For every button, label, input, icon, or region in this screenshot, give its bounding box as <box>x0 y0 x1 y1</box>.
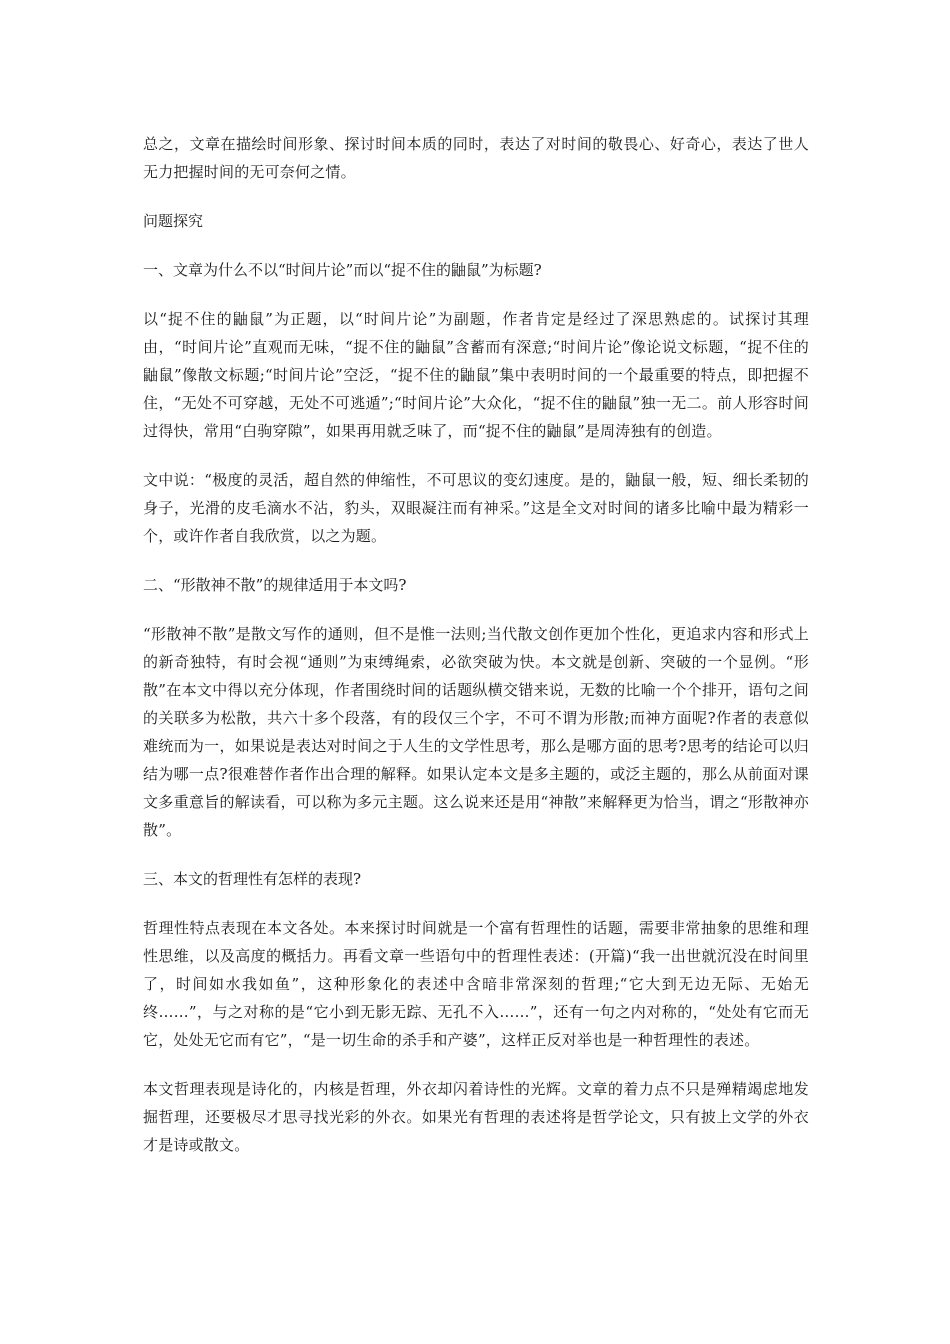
question-2-heading: 二、“形散神不散”的规律适用于本文吗? <box>143 576 407 594</box>
question-2-answer-paragraph: “形散神不散”是散文写作的通则，但不是惟一法则;当代散文创作更加个性化，更追求内容和形式上的新奇独特，有时会视“通则”为束缚绳索，必欲突破为快。本文就是创新、突破的一个显例。“形散”在本文中得以充分体现，作者围绕时间的话题纵横交错来说，无数的比喻一个个排开，语句之间的关联多为松散，共六十多个段落，有的段仅三个字，不可不谓为形散;而神方面呢?作者的表意似难统而为一，如果说是表达对时间之于人生的文学性思考，那么是哪方面的思考?思考的结论可以归结为哪一点?很难替作者作出合理的解释。如果认定本文是多主题的，或泛主题的，那么从前面对课文多重意旨的解读看，可以称为多元主题。这么说来还是用“神散”来解释更为恰当，谓之“形散神亦散”。 <box>143 625 809 839</box>
document-body <box>143 130 809 1180</box>
question-3-answer-paragraph-2: 本文哲理表现是诗化的，内核是哲理，外衣却闪着诗性的光辉。文章的着力点不只是殚精竭虑地发掘哲理，还要极尽才思寻找光彩的外衣。如果光有哲理的表述将是哲学论文，只有披上文学的外衣才是诗或散文。 <box>143 1080 809 1154</box>
question-1-answer-paragraph-2: 文中说：“极度的灵活，超自然的伸缩性，不可思议的变幻速度。是的，鼬鼠一般，短、细长柔韧的身子，光滑的皮毛滴水不沾，豹头，双眼凝注而有神采。”这是全文对时间的诸多比喻中最为精彩一个，或许作者自我欣赏，以之为题。 <box>143 471 809 545</box>
question-3-answer-paragraph-1: 哲理性特点表现在本文各处。本来探讨时间就是一个富有哲理性的话题，需要非常抽象的思维和理性思维，以及高度的概括力。再看文章一些语句中的哲理性表述：(开篇)“我一出世就沉没在时间里了，时间如水我如鱼”，这种形象化的表述中含暗非常深刻的哲理;“它大到无边无际、无始无终……”，与之对称的是“它小到无影无踪、无孔不入……”，还有一句之内对称的，“处处有它而无它，处处无它而有它”，“是一切生命的杀手和产婆”，这样正反对举也是一种哲理性的表述。 <box>143 919 809 1049</box>
section-heading-inquiry: 问题探究 <box>143 212 204 230</box>
question-1-answer-paragraph-1: 以“捉不住的鼬鼠”为正题，以“时间片论”为副题，作者肯定是经过了深思熟虑的。试探讨其理由，“时间片论”直观而无味，“捉不住的鼬鼠”含蓄而有深意;“时间片论”像论说文标题，“捉不住的鼬鼠”像散文标题;“时间片论”空泛，“捉不住的鼬鼠”集中表明时间的一个最重要的特点，即把握不住，“无处不可穿越，无处不可逃遁”;“时间片论”大众化，“捉不住的鼬鼠”独一无二。前人形容时间过得快，常用“白驹穿隙”，如果再用就乏味了，而“捉不住的鼬鼠”是周涛独有的创造。 <box>143 310 809 440</box>
summary-paragraph: 总之，文章在描绘时间形象、探讨时间本质的同时，表达了对时间的敬畏心、好奇心，表达了世人无力把握时间的无可奈何之情。 <box>143 135 809 181</box>
question-1-heading: 一、文章为什么不以“时间片论”而以“捉不住的鼬鼠”为标题? <box>143 261 542 279</box>
question-3-heading: 三、本文的哲理性有怎样的表现? <box>143 870 362 888</box>
